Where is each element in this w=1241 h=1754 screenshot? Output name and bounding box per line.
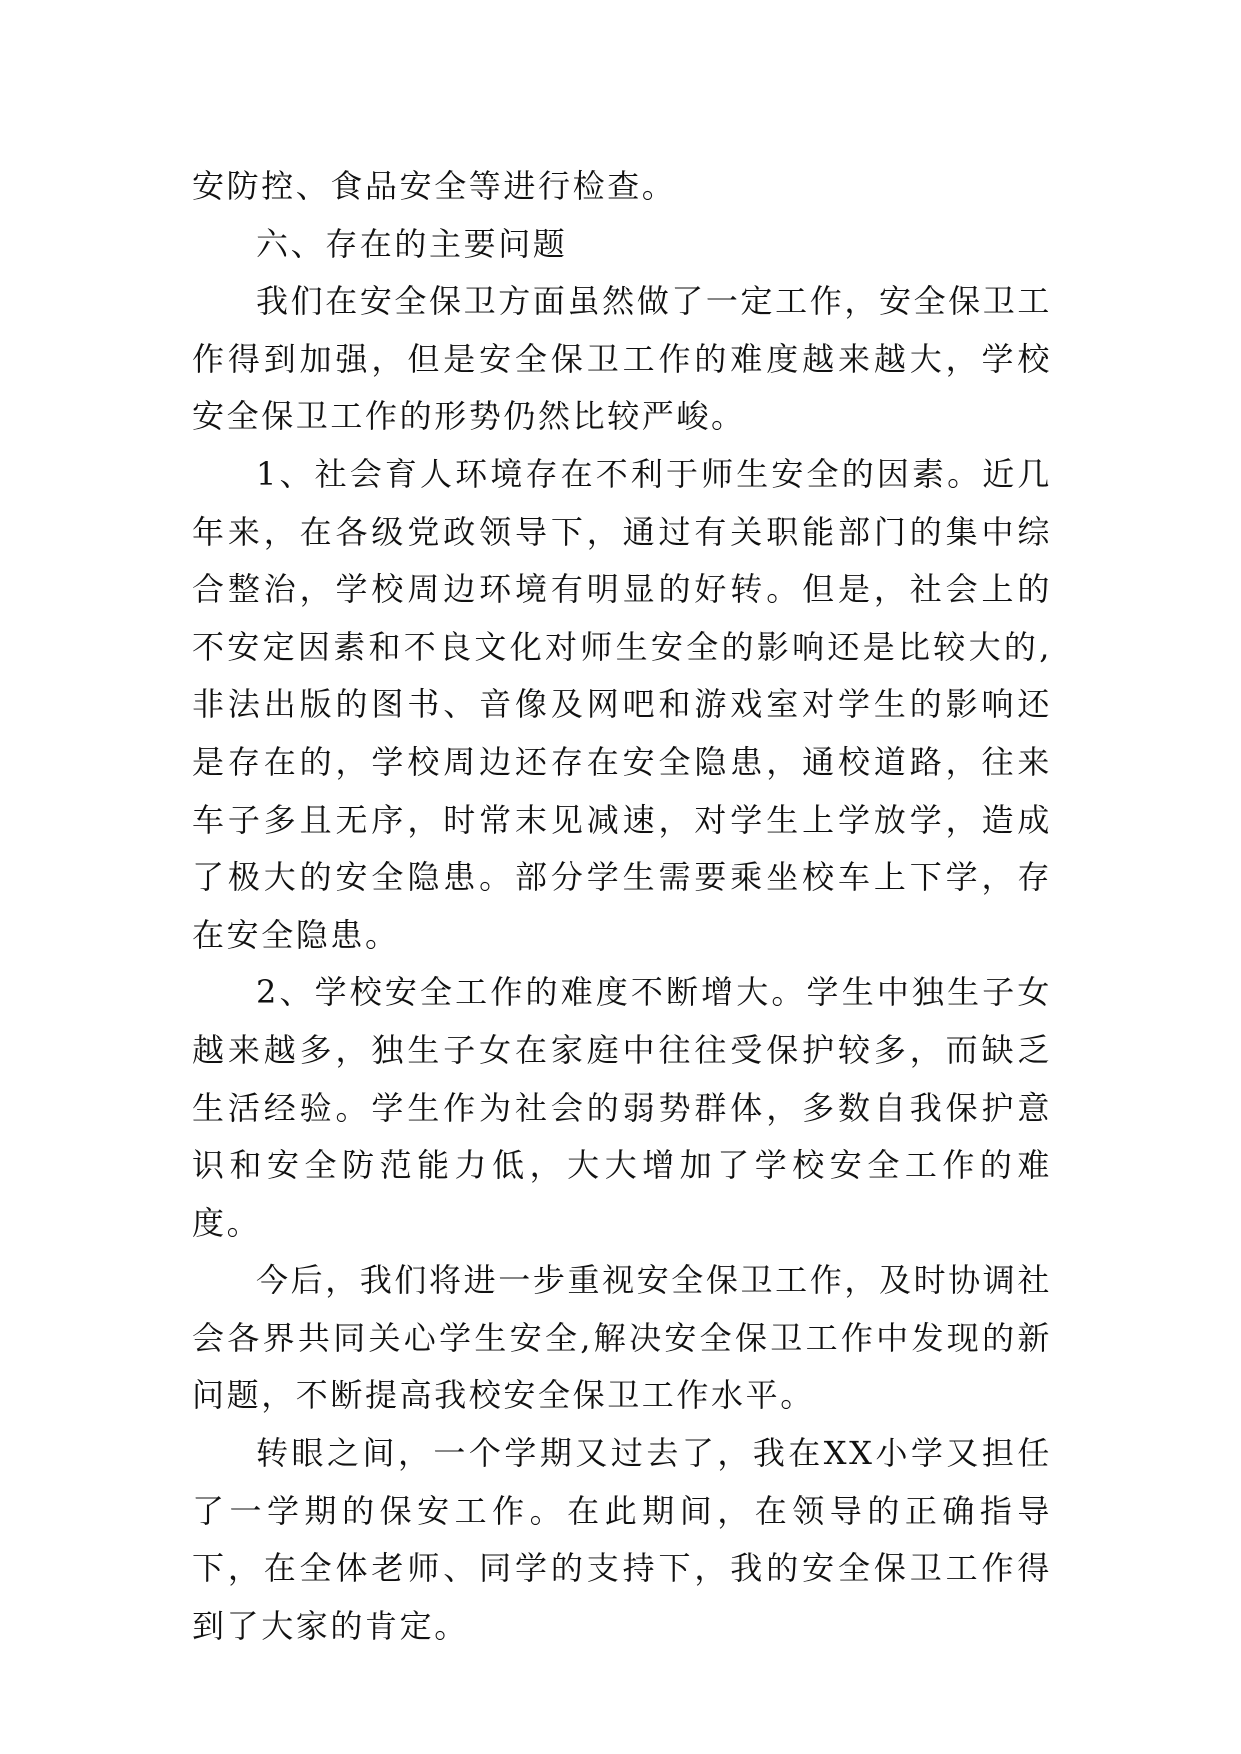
paragraph-future: 今后，我们将进一步重视安全保卫工作，及时协调社会各界共同关心学生安全,解决安全保卫工作中发现的新问题，不断提高我校安全保卫工作水平。	[192, 1261, 1052, 1415]
document-body	[192, 158, 1052, 1655]
paragraph-intro: 我们在安全保卫方面虽然做了一定工作，安全保卫工作得到加强，但是安全保卫工作的难度越来越大，学校安全保卫工作的形势仍然比较严峻。	[192, 282, 1052, 436]
paragraph-point-2: 2、学校安全工作的难度不断增大。学生中独生子女越来越多，独生子女在家庭中往往受保护较多，而缺乏生活经验。学生作为社会的弱势群体，多数自我保护意识和安全防范能力低，大大增加了学校安全工作的难度。	[192, 973, 1052, 1242]
paragraph-point-1: 1、社会育人环境存在不利于师生安全的因素。近几年来，在各级党政领导下，通过有关职能部门的集中综合整治，学校周边环境有明显的好转。但是，社会上的不安定因素和不良文化对师生安全的影响还是比较大的,非法出版的图书、音像及网吧和游戏室对学生的影响还是存在的，学校周边还存在安全隐患，通校道路，往来车子多且无序，时常末见减速，对学生上学放学，造成了极大的安全隐患。部分学生需要乘坐校车上下学，存在安全隐患。	[192, 454, 1052, 954]
section-heading: 六、存在的主要问题	[256, 224, 568, 263]
paragraph-closing: 转眼之间，一个学期又过去了，我在XX小学又担任了一学期的保安工作。在此期间，在领导的正确指导下，在全体老师、同学的支持下，我的安全保卫工作得到了大家的肯定。	[192, 1434, 1052, 1645]
paragraph-continuation: 安防控、食品安全等进行检查。	[192, 167, 677, 205]
